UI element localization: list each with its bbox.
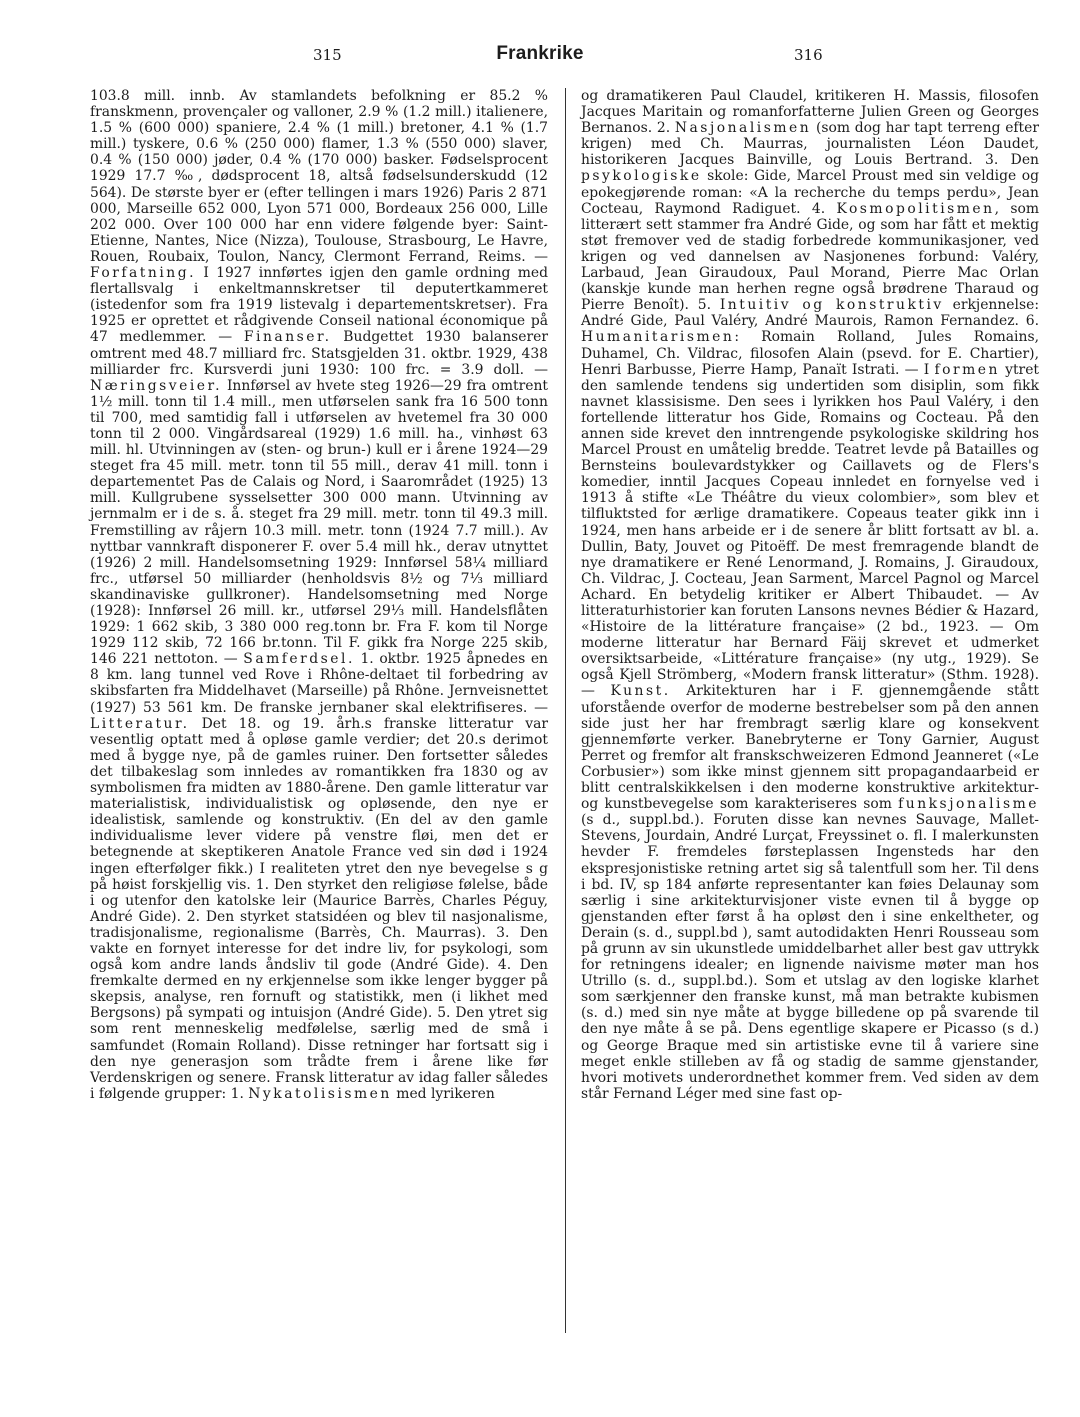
spaced-heading: formen bbox=[934, 361, 1000, 378]
page-number-right: 316 bbox=[794, 46, 823, 64]
spaced-heading: Litteratur. bbox=[90, 715, 190, 732]
text-column-left bbox=[90, 88, 548, 1102]
spaced-heading: Kosmopolitismen bbox=[836, 200, 995, 217]
text-run: Innførsel av hvete steg 1926—29 fra omtrent 1½ mill. tonn til 1.4 mill., men utførselen sank fra 16 500 tonn til 700, med samtidig fall i utførselen av hvetemel fra 30 000 tonn til 2 000. Vingårdsareal (1929) 1.6 mill. ha., vinhøst 63 mill. hl. Utvinningen av (sten- og brun-) kull er i årene 1924—29 steget fra 45 mill. metr. tonn til 55 mill., derav 41 mill. tonn i departementet Pas de Calais og Nord, i Saarområdet (1925) 13 mill. Kullgrubene sysselsetter 300 000 mann. Utvinning av jernmalm er i de s. å. steget fra 29 mill. metr. tonn til 49.3 mill. Fremstilling av råjern 10.3 mill. metr. tonn (1924 7.7 mill.). Av nyttbar vannkraft disponerer F. over 5.4 mill hk., derav utnyttet (1926) 2 mill. Handelsomsetning 1929: Innførsel 58¼ milliard frc., utførsel 50 milliarder (henholdsvis 8½ og 7⅓ milliard skandinaviske gullkroner). Handelsomsetning med Norge (1928): Innførsel 26 mill. kr., utførsel 29⅓ mill. Handelsflåten 1929: 1 662 skib, 3 380 000 reg.tonn br. Fra F. kom til Norge 1929 112 skib, 72 166 br.tonn. Til F. gikk fra Norge 225 skib, 146 221 nettoton. — bbox=[90, 377, 548, 668]
spaced-heading: Intuitiv og konstruktiv bbox=[719, 297, 944, 314]
spaced-heading: Samferdsel. bbox=[243, 651, 355, 668]
spaced-heading: Nasjonalismen bbox=[674, 120, 812, 137]
spaced-heading: Forfatning. bbox=[90, 265, 197, 282]
spaced-heading: Nykatolisismen bbox=[248, 1085, 392, 1102]
spaced-heading: Kunst. bbox=[610, 683, 671, 700]
spaced-heading: Humanitarismen bbox=[581, 329, 735, 346]
text-column-right bbox=[581, 88, 1039, 1102]
page-title: Frankrike bbox=[496, 43, 584, 64]
text-run: 1. oktbr. 1925 åpnedes en 8 km. lang tunnel ved Rove i Rhône-deltaet til forbedring av skibsfarten fra Middelhavet (Marseille) på Rhône. Jernveisnettet (1927) 53 561 km. De franske jernbaner skal elektrifiseres. — bbox=[90, 651, 548, 716]
text-run: : Romain Rolland, Jules Romains, Duhamel, Ch. Vildrac, filosofen Alain (psevd. for E. Chartier), Henri Barbusse, Pierre Hamp, Panaït Istrati. — I bbox=[581, 329, 1039, 378]
text-run: I 1927 innførtes igjen den gamle ordning med flertallsvalg i enkeltmannskretser til deputertkammeret (istedenfor som fra 1919 listevalg i departementskretser). Fra 1925 er oprettet et rådgivende Conseil national économique på 47 medlemmer. — bbox=[90, 265, 548, 346]
text-run: skole: Gide, Marcel Proust med sin veldige og epokegjørende roman: «A la recherche du temps perdu», Jean Cocteau, Raymond Radiguet. 4. bbox=[581, 168, 1039, 217]
spaced-heading: Finanser. bbox=[243, 329, 332, 346]
spaced-heading: psykologiske bbox=[581, 168, 702, 185]
spaced-heading: funksjonalisme bbox=[898, 796, 1039, 813]
text-run: og dramatikeren Paul Claudel, kritikeren H. Massis, filosofen Jacques Maritain og romanforfatterne Julien Green og Georges Bernanos. 2. bbox=[581, 88, 1039, 137]
text-run: Budgettet 1930 balanserer omtrent med 48.7 milliard frc. Statsgjelden 31. oktbr. 1929, 438 milliarder frc. Kursverdi juni 1930: 100 frc. = 3.9 doll. — bbox=[90, 329, 548, 378]
text-run: 103.8 mill. innb. Av stamlandets befolkning er 85.2 % franskmenn, provençaler og valloner, 2.9 % (1.2 mill.) italienere, 1.5 % (600 000) spaniere, 2.4 % (1 mill.) bretoner, 4.1 % (1.7 mill.) tyskere, 0.6 % (250 000) flamer, 1.3 % (550 000) slaver, 0.4 % (150 000) jøder, 0.4 % (170 000) basker. Fødselsprocent 1929 17.7 ‰, dødsprocent 18, altså fødselsunderskudd (12 564). De største byer er (efter tellingen i mars 1926) Paris 2 871 000, Marseille 652 000, Lyon 571 000, Bordeaux 256 000, Lille 202 000. Over 100 000 har enn videre følgende byer: Saint-Etienne, Nantes, Nice (Nizza), Toulouse, Strasbourg, Le Havre, Rouen, Roubaix, Toulon, Nancy, Clermont Ferrand, Reims. — bbox=[90, 88, 548, 265]
text-run: med lyrikeren bbox=[391, 1085, 495, 1102]
spaced-heading: Næringsveier. bbox=[90, 377, 223, 394]
text-run: erkjennelse: André Gide, Paul Valéry, André Maurois, Ramon Fernandez. 6. bbox=[581, 297, 1039, 330]
text-run: Det 18. og 19. årh.s franske litteratur var vesentlig optatt med å opløse gamle verdier; det 20.s derimot med å bygge nye, på de gamles ruiner. Den fortsetter således det tilbakeslag som innledes av romantikken fra 1830 og av symbolismen fra midten av 1880-årene. Den gamle litteratur var materialistisk, individualistisk og opløsende, den nye er idealistisk, samlende og konstruktiv. (En del av den gamle individualisme lever videre på venstre fløi, men det er betegnende at skeptikeren Anatole France ved sin død i 1924 ingen efterfølger fikk.) I realiteten ytret den nye bevegelse s g på høist forskjellig vis. 1. Den styrket den religiøse følelse, både i og utenfor den katolske leir (Maurice Barrès, Charles Péguy, André Gide). 2. Den styrket statsidéen og blev til nasjonalisme, tradisjonalisme, regionalisme (Barrès, Ch. Maurras). 3. Den vakte en fornyet interesse for det indre liv, for psykologi, som også kom andre lands åndsliv til gode (André Gide). 4. Den fremkalte dermed en ny erkjennelse som ikke lenger bygger på skepsis, analyse, ren fornuft og statistikk, men (i likhet med Bergsons) på sympati og intuisjon (André Gide). 5. Den ytret sig som rent menneskelig medfølelse, særlig med de små i samfundet (Romain Rolland). Disse retninger har fortsatt sig i den nye generasjon som trådte frem i årene like før Verdenskrigen og senere. Fransk litteratur av idag faller således i følgende grupper: 1. bbox=[90, 715, 548, 1102]
text-run: , som litterært sett stammer fra André Gide, og som har fått et mektig støt fremover ved de stadig forbedrede kommunikasjoner, ved krigen og ved dannelsen av Nasjonenes forbund: Valéry, Larbaud, Jean Giraudoux, Paul Morand, Pierre Mac Orlan (kanskje kunde man herhen regne også brødrene Tharaud og Pierre Benoît). 5. bbox=[581, 200, 1039, 314]
column-divider bbox=[565, 88, 566, 1333]
text-run: (s d., suppl.bd.). Foruten disse kan nevnes Sauvage, Mallet-Stevens, Jourdain, André Lurçat, Freyssinet o. fl. I malerkunsten hevder F. fremdeles førsteplassen Ingensteds har den ekspresjonistiske retning artet sig så talentfull som her. Til dens i bd. IV, sp 184 anførte representanter kan føies Delaunay som særlig i sine arkitekturvisjoner viste evnen til å bygge op gjenstanden efter først å ha opløst den i sine enkeltheter, og Derain (s. d., suppl.bd ), samt autodidakten Henri Rousseau som på grunn av sin ukunstlede umiddelbarhet aller best gav uttrykk for retningens idealer; en lignende naivisme møter man hos Utrillo (s. d., suppl.bd.). Som et utslag av den logiske klarhet som særkjenner den franske kunst, må man betrakte kubismen (s. d.) med sin nye måte at bygge billedene op på svarende til den nye måte å se på. Dens egentlige skapere er Picasso (s d.) og George Braque med sin artistiske evne til å variere sine meget enkle stilleben av få og stadig de samme gjenstander, hvori motivets underordnethet kommer frem. Ved siden av dem står Fernand Léger med sine fast op- bbox=[581, 812, 1039, 1102]
page-number-left: 315 bbox=[313, 46, 342, 64]
text-run: ytret den samlende tendens sig undertiden som disiplin, som fikk navnet klassisisme. Den sees i lyrikken hos Paul Valéry, i den fortellende litteratur hos Gide, Romains og Cocteau. På den annen side krevet den inntrengende psykologiske skildring hos Marcel Proust en umåtelig bredde. Teatret levde på Batailles og Bernsteins boulevardstykker og Caillavets og de Flers's komedier, inntil Jacques Copeau innledet en fornyelse ved i 1913 å stifte «Le Théâtre du vieux colombier», som blev et tilfluktsted for ærlige dramatikere. Copeaus teater gikk inn i 1924, men hans arbeide er i de senere år blitt fortsatt av bl. a. Dullin, Baty, Jouvet og Pitoëff. De mest fremragende blandt de nye dramatikere er René Lenormand, J. Romains, J. Giraudoux, Ch. Vildrac, J. Cocteau, Jean Sarment, Marcel Pagnol og Marcel Achard. En betydelig kritiker er Albert Thibaudet. — Av litteraturhistorier kan foruten Lansons nevnes Bédier & Hazard, «Histoire de la littérature française» (2 bd., 1923. — Om moderne litteratur har Bernard Fäij skrevet et udmerket oversiktsarbeide, «Littérature française» (ny utg., 1929). Se også Kjell Strömberg, «Modern fransk litteratur» (Sthm. 1928). — bbox=[581, 361, 1039, 700]
text-run: Arkitekturen har i F. gjennemgående stått uforstående overfor de moderne bestrebelser som på den annen side just her har frembragt særlig klare og konsekvent gjennemførte verker. Banebryterne er Tony Garnier, August Perret og fremfor alt franskschweizeren Edmond Jeanneret («Le Corbusier») som ikke minst gjennem sitt propagandaarbeid er blitt centralskikkelsen i den moderne konstruktive arkitektur- og kunstbevegelse som karakteriseres som bbox=[581, 683, 1039, 813]
text-run: (som dog har tapt terreng efter krigen) med Ch. Maurras, journalisten Léon Daudet, historikeren Jacques Bainville, og Louis Bertrand. 3. Den bbox=[581, 120, 1039, 169]
